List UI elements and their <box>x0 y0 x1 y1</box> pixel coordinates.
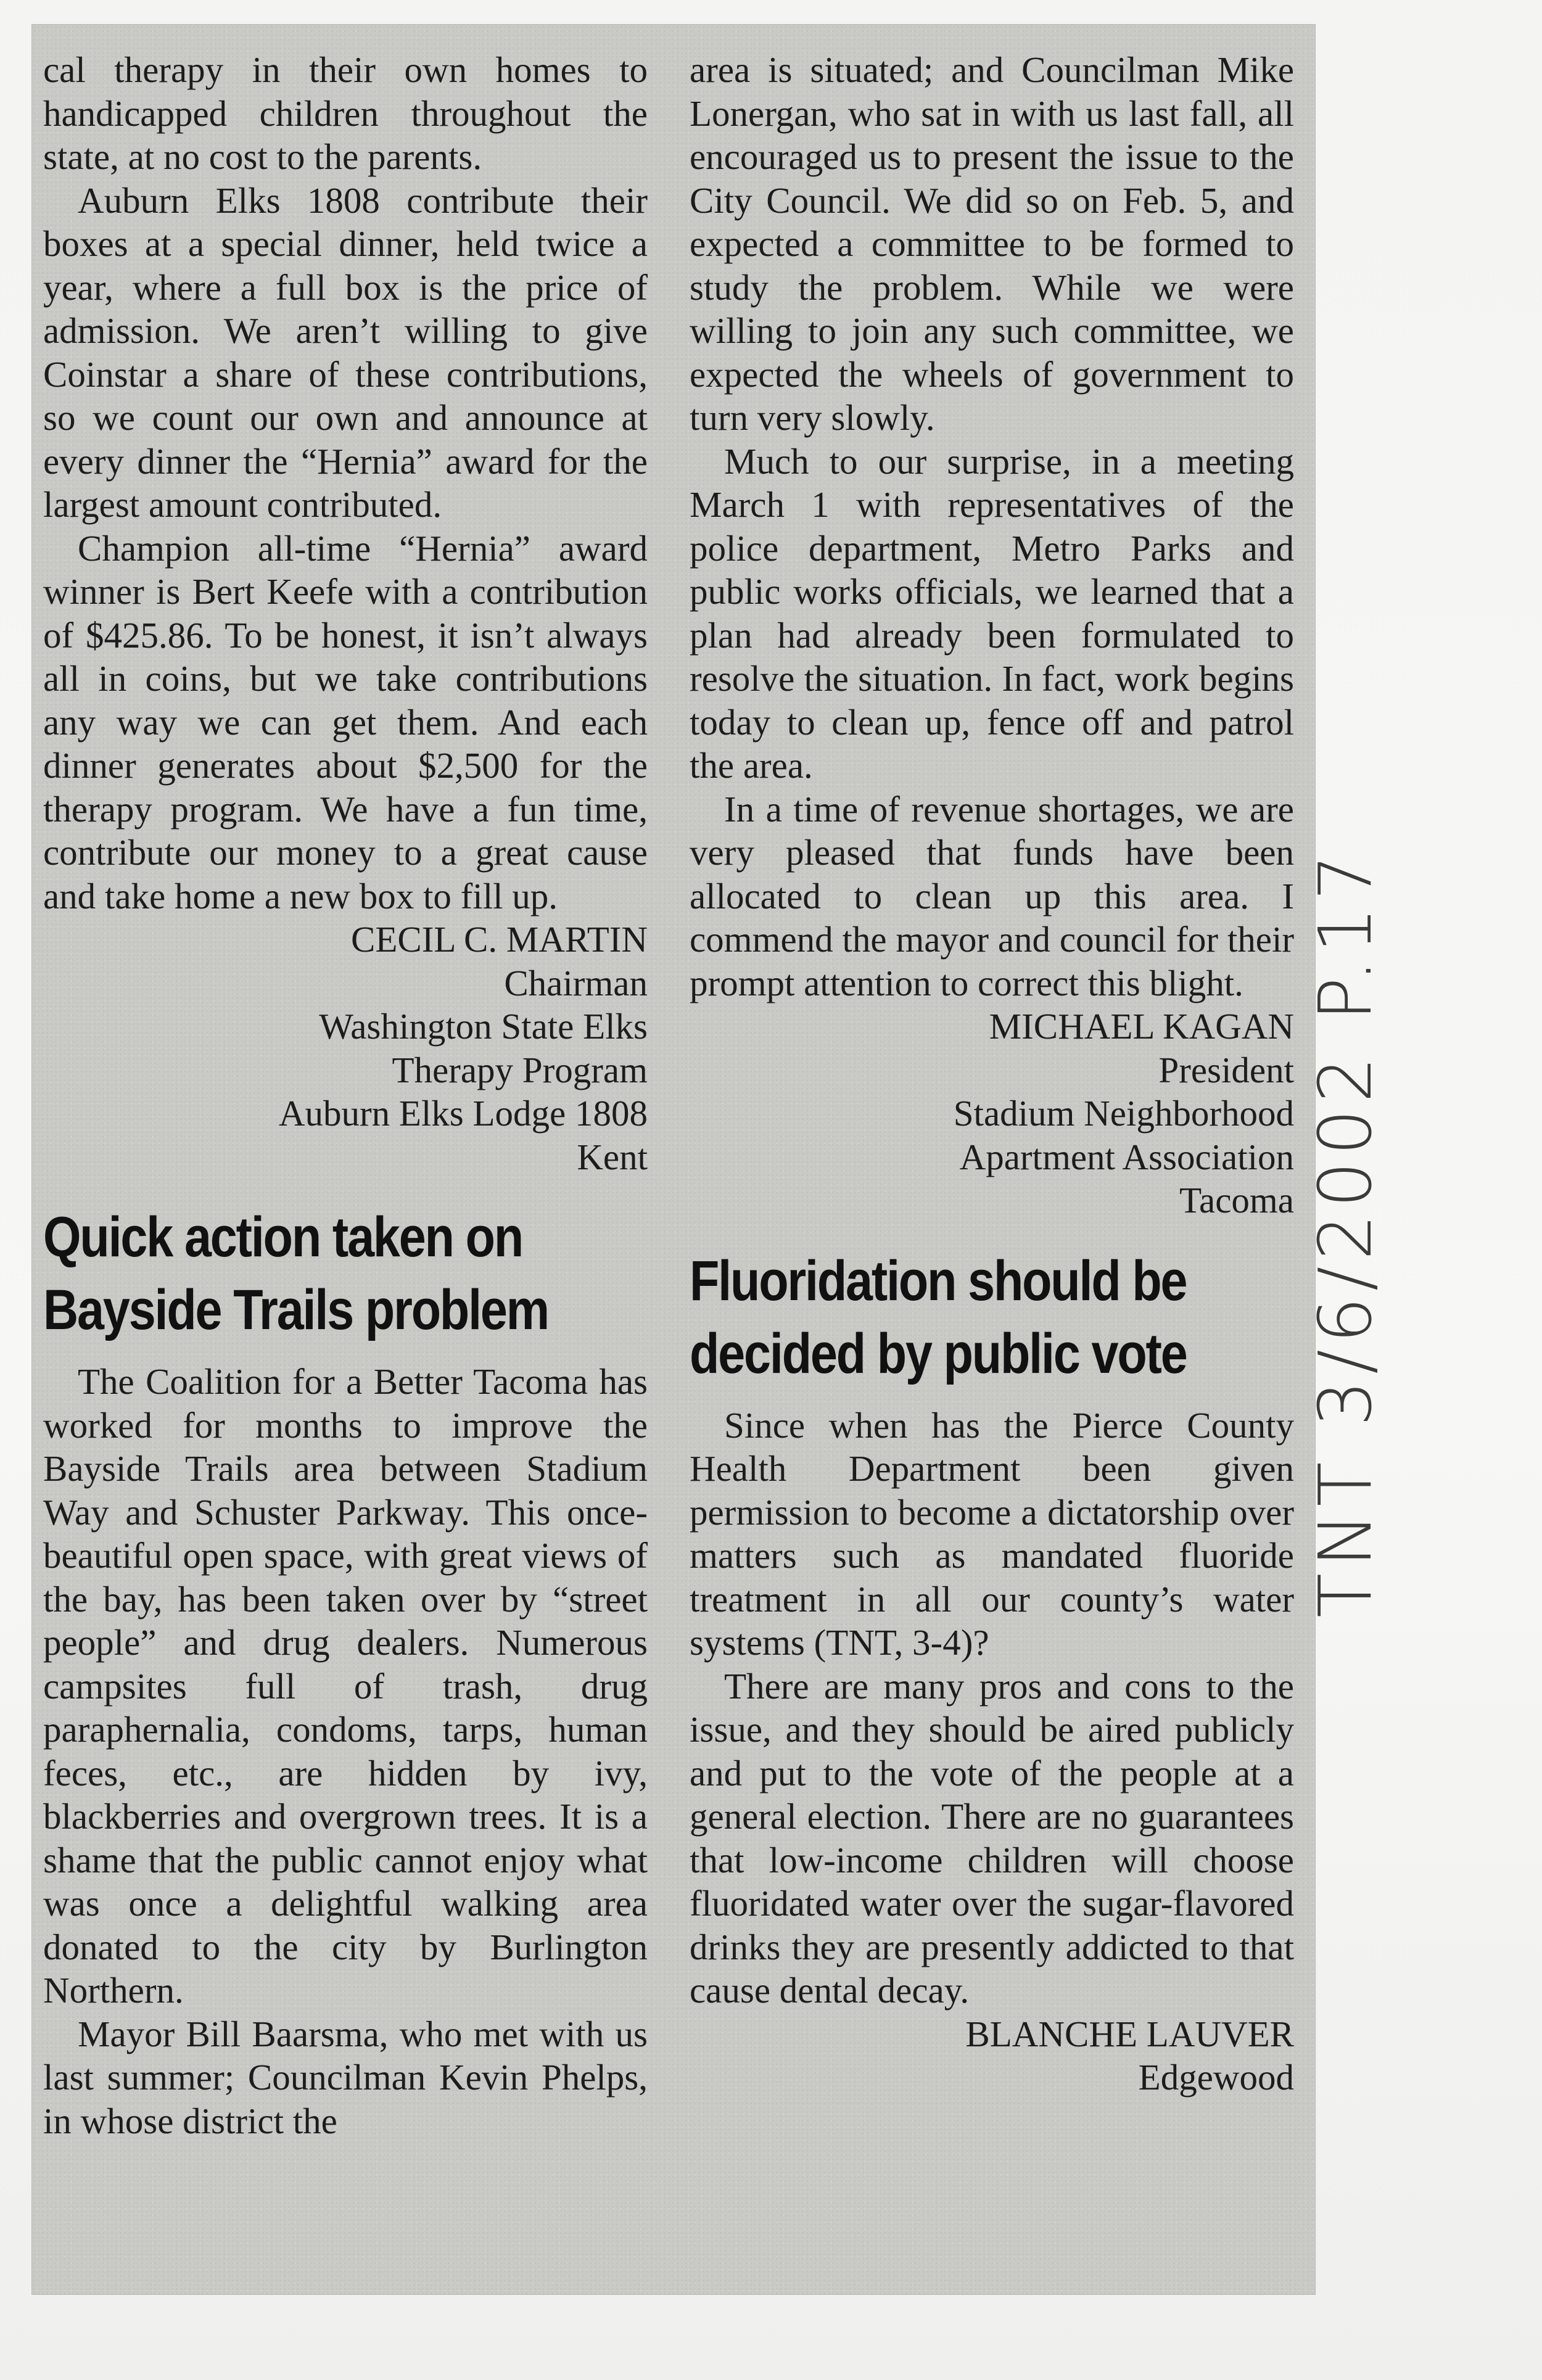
letter3-paragraph: Since when has the Pierce County Health Department been given permission to become a dictatorship over matters such as mandated fluoride treatment in all our county’s water systems (TNT, 3-4)? <box>690 1404 1294 1663</box>
signature-org: Stadium Neighborhood <box>953 1093 1294 1134</box>
headline-line: Fluoridation should be <box>690 1249 1187 1312</box>
letter3-headline <box>690 1245 1294 1390</box>
signature-city: Edgewood <box>1138 2057 1294 2098</box>
letter2-paragraph: Mayor Bill Baarsma, who met with us last summer; Councilman Kevin Phelps, in whose district the <box>43 2013 648 2141</box>
signature-city: Kent <box>577 1136 648 1177</box>
letter1-paragraph: cal therapy in their own homes to handicapped children throughout the state, at no cost to the parents. <box>43 49 648 177</box>
letter2-paragraph: The Coalition for a Better Tacoma has worked for months to improve the Bayside Trails area between Stadium Way and Schuster Parkway. This once-beautiful open space, with great views of the bay, has been taken over by “street people” and drug dealers. Numerous campsites full of trash, drug paraphernalia, condoms, tarps, human feces, etc., are hidden by ivy, blackberries and overgrown trees. It is a shame that the public cannot enjoy what was once a delightful walking area donated to the city by Burlington Northern. <box>43 1361 648 2011</box>
letter1-paragraph: Auburn Elks 1808 contribute their boxes at a special dinner, held twice a year, where a full box is the price of admission. We aren’t willing to give Coinstar a share of these contributions, so we count our own and announce at every dinner the “Hernia” award for the largest amount contributed. <box>43 179 648 525</box>
letter2-paragraph: area is situated; and Councilman Mike Lonergan, who sat in with us last fall, all encouraged us to present the issue to the City Council. We did so on Feb. 5, and expected a committee to be formed to study the problem. While we were willing to join any such committee, we expected the wheels of government to turn very slowly. <box>690 49 1294 438</box>
letter2-signature <box>690 1005 1294 1222</box>
letter2-paragraph: Much to our surprise, in a meeting March 1 with representatives of the police department, Metro Parks and public works officials, we learned that a plan had already been formulated to resolve the situation. In fact, work begins today to clean up, fence off and patrol the area. <box>690 440 1294 786</box>
left-column <box>43 48 648 2143</box>
letter2-headline <box>43 1201 648 1346</box>
signature-org: Apartment Association <box>959 1136 1294 1177</box>
signature-org: Auburn Elks Lodge 1808 <box>278 1093 648 1134</box>
signature-name: BLANCHE LAUVER <box>965 2013 1294 2054</box>
headline-line: Quick action taken on <box>43 1206 522 1269</box>
headline-line: decided by public vote <box>690 1322 1187 1385</box>
signature-name: MICHAEL KAGAN <box>989 1006 1294 1047</box>
handwritten-note-text: TNT 3/6/2002 P.17 <box>1303 848 1388 1618</box>
signature-city: Tacoma <box>1179 1180 1294 1221</box>
letter3-signature <box>690 2012 1294 2099</box>
headline-line: Bayside Trails problem <box>43 1279 548 1341</box>
letter2-paragraph: In a time of revenue shortages, we are very pleased that funds have been allocated to clean up this area. I commend the mayor and council for their prompt attention to correct this blight. <box>690 788 1294 1003</box>
signature-org: Washington State Elks <box>319 1006 648 1047</box>
letter1-paragraph: Champion all-time “Hernia” award winner is Bert Keefe with a contribution of $425.86. To be honest, it isn’t always all in coins, but we take contributions any way we can get them. And each dinner generates about $2,500 for the therapy program. We have a fun time, contribute our money to a great cause and take home a new box to fill up. <box>43 527 648 916</box>
signature-org: Therapy Program <box>392 1049 648 1090</box>
letter3-paragraph: There are many pros and cons to the issue, and they should be aired publicly and put to the vote of the people at a general election. There are no guarantees that low-income children will choose fluoridated water over the sugar-flavored drinks they are presently addicted to that cause dental decay. <box>690 1665 1294 2011</box>
letter1-signature <box>43 918 648 1179</box>
right-column <box>690 48 1294 2099</box>
signature-title: Chairman <box>504 962 648 1003</box>
newspaper-clipping <box>32 25 1315 2294</box>
signature-name: CECIL C. MARTIN <box>350 919 648 960</box>
signature-title: President <box>1158 1049 1294 1090</box>
